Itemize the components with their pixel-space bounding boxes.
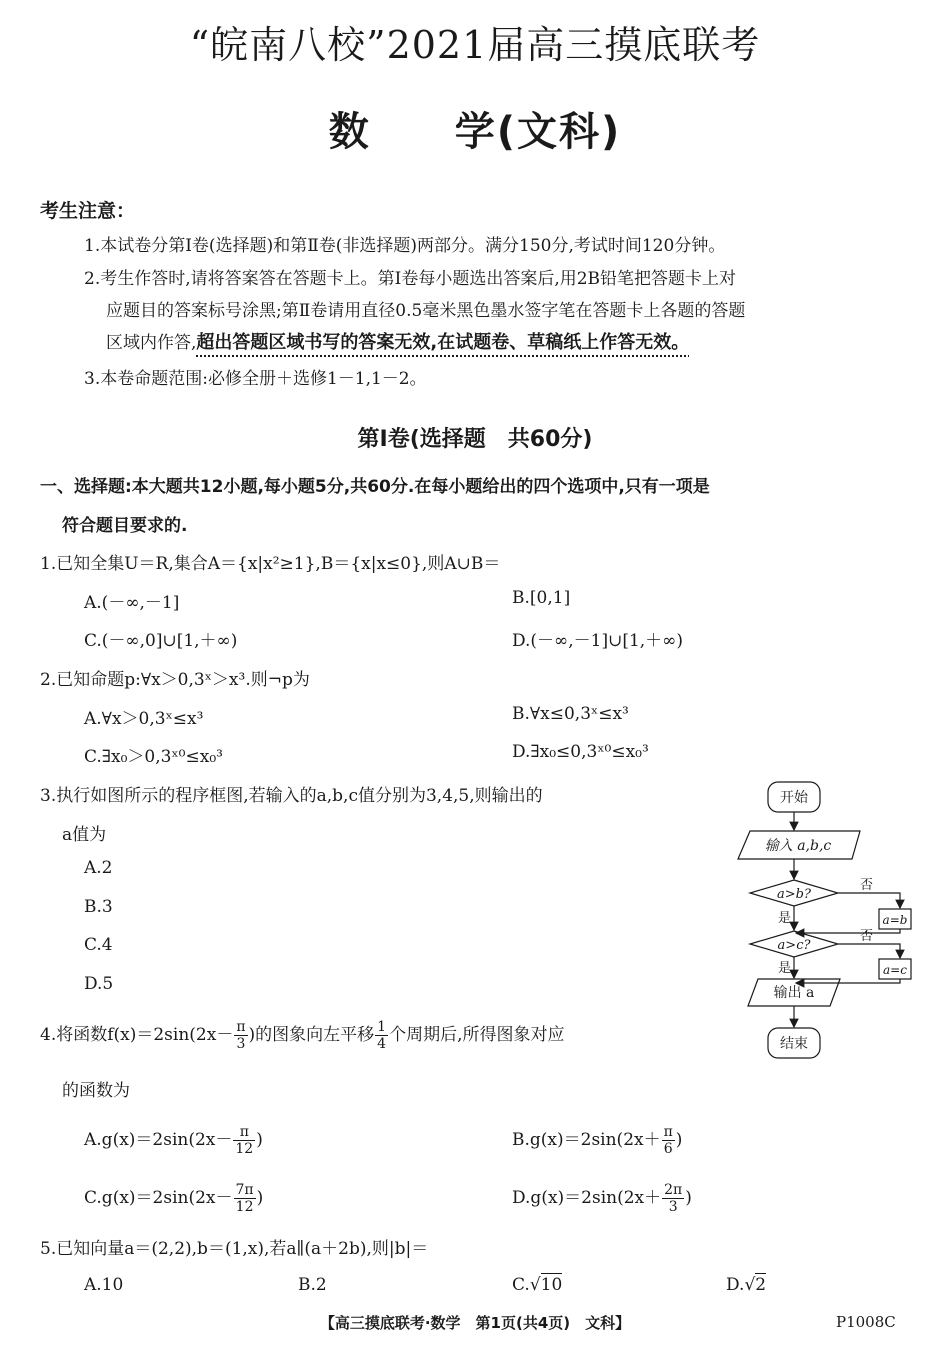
q5-c-radical: √ [529,1275,541,1295]
notice-emphasis: 超出答题区域书写的答案无效,在试题卷、草稿纸上作答无效。 [196,332,690,353]
q4-fraction-quarter [375,1019,388,1052]
exam-title: “皖南八校”2021届高三摸底联考 [189,23,761,67]
q1-stem: 1.已知全集U＝R,集合A＝{x|x²≥1},B＝{x|x≤0},则A∪B＝ [40,554,501,574]
q5-d-value: 2 [755,1275,767,1295]
flowchart-yes-2-label: 是 [778,961,792,976]
section-instruction-line-1: 一、选择题:本大题共12小题,每小题5分,共60分.在每小题给出的四个选项中,只有一项是 [40,477,710,497]
section-instruction-line-2: 符合题目要求的. [62,516,188,536]
q4-c-text: C.g(x)＝2sin(2x－ [84,1188,233,1208]
notice-heading: 考生注意： [40,200,136,222]
q4-d-close: ) [685,1188,692,1208]
q4-c-num: 7π [235,1182,254,1198]
q4-d-num: 2π [664,1182,683,1198]
q4-b-close: ) [675,1130,683,1150]
flowchart-input-label: 输入 a,b,c [764,838,832,854]
q4-b-den: 6 [663,1141,673,1157]
flowchart-condition-1-label: a>b? [777,887,811,902]
notice-item-2-line-2: 应题目的答案标号涂黑;第Ⅱ卷请用直径0.5毫米黑色墨水签字笔在答题卡上各题的答题 [106,301,746,321]
flowchart-no-1-label: 否 [860,878,874,893]
notice-item-1: 1.本试卷分第Ⅰ卷(选择题)和第Ⅱ卷(非选择题)两部分。满分150分,考试时间120分钟。 [84,236,726,256]
q3-option-a: A.2 [84,858,113,878]
q3-stem-line-2: a值为 [62,825,107,845]
q5-stem: 5.已知向量a＝(2,2),b＝(1,x),若a∥(a＋2b),则|b|＝ [40,1239,429,1259]
flowchart-start-label: 开始 [780,790,808,806]
q1-option-a: A.(－∞,－1] [84,593,180,613]
notice-item-2-line-3 [106,328,689,354]
q4-fraction-num: π [236,1019,246,1035]
q5-option-a: A.10 [84,1275,124,1295]
q4-a-num: π [233,1124,255,1141]
q4-c-fraction [234,1182,256,1215]
q4-option-b [512,1124,682,1157]
q2-option-c: C.∃x₀＞0,3ˣ⁰≤x₀³ [84,747,223,767]
q4-d-fraction [662,1182,684,1215]
q5-c-label: C. [512,1275,530,1295]
q1-option-d: D.(－∞,－1]∪[1,＋∞) [512,631,683,651]
q4-stem-part-1: 4.将函数f(x)＝2sin(2x－ [40,1025,234,1045]
q3-option-d: D.5 [84,974,114,994]
paper-code: P1008C [836,1313,896,1331]
q4-stem-part-3: 个周期后,所得图象对应 [389,1025,565,1045]
q4-fraction-pi-over-3 [234,1019,247,1052]
q4-a-den: 12 [235,1141,254,1157]
q4-option-a [84,1124,263,1157]
q5-option-d [726,1275,766,1295]
q4-a-fraction [233,1124,255,1157]
q4-stem-line-1 [40,1019,565,1052]
q3-option-b: B.3 [84,897,113,917]
q5-option-b: B.2 [298,1275,327,1295]
q4-option-c [84,1182,263,1215]
q4-a-text: A.g(x)＝2sin(2x－ [84,1130,233,1150]
q4-c-den: 12 [235,1199,254,1215]
q4-quarter-den: 4 [377,1036,387,1052]
q5-d-radical: √ [744,1275,756,1295]
q4-option-d [512,1182,692,1215]
q4-b-fraction [662,1124,675,1157]
notice-item-2-line-1: 2.考生作答时,请将答案答在答题卡上。第Ⅰ卷每小题选出答案后,用2B铅笔把答题卡上对 [84,269,737,289]
q4-quarter-num: 1 [377,1019,387,1035]
flowchart-output-label: 输出 a [773,985,815,1001]
q4-c-close: ) [256,1188,264,1208]
q5-c-value: 10 [540,1275,563,1295]
q4-d-text: D.g(x)＝2sin(2x＋ [512,1188,662,1208]
section-title: 第Ⅰ卷(选择题 共60分) [357,427,593,452]
q2-option-a: A.∀x＞0,3ˣ≤x³ [84,709,204,729]
page-footer: 【高三摸底联考·数学 第1页(共4页) 文科】 [319,1314,631,1332]
q4-b-num: π [663,1124,673,1140]
flowchart-assign-1-label: a=b [882,913,908,927]
q5-option-c [512,1275,562,1295]
q2-stem: 2.已知命题p:∀x＞0,3ˣ＞x³.则¬p为 [40,670,310,690]
q2-option-d: D.∃x₀≤0,3ˣ⁰≤x₀³ [512,742,649,762]
exam-subject: 数 学(文科) [328,109,622,155]
q3-option-c: C.4 [84,935,113,955]
notice-item-3: 3.本卷命题范围:必修全册＋选修1－1,1－2。 [84,369,427,389]
notice-item-2-line-3-text: 区域内作答, [106,333,197,353]
q4-b-text: B.g(x)＝2sin(2x＋ [512,1130,661,1150]
q4-stem-part-2: )的图象向左平移 [248,1025,375,1045]
q2-option-b: B.∀x≤0,3ˣ≤x³ [512,704,629,724]
q4-stem-line-2: 的函数为 [62,1081,130,1101]
flowchart-end-label: 结束 [780,1036,808,1052]
q1-option-c: C.(－∞,0]∪[1,＋∞) [84,631,238,651]
program-flowchart [730,772,930,1067]
flowchart-yes-1-label: 是 [778,911,792,926]
flowchart-no-2-label: 否 [860,929,874,944]
flowchart-assign-2-label: a=c [883,963,907,977]
q4-fraction-den: 3 [236,1036,246,1052]
q5-d-label: D. [726,1275,745,1295]
flowchart-condition-2-label: a>c? [777,938,811,953]
q4-d-den: 3 [668,1199,678,1215]
q4-a-close: ) [256,1130,263,1150]
q3-stem-line-1: 3.执行如图所示的程序框图,若输入的a,b,c值分别为3,4,5,则输出的 [40,786,543,806]
q1-option-b: B.[0,1] [512,588,571,608]
